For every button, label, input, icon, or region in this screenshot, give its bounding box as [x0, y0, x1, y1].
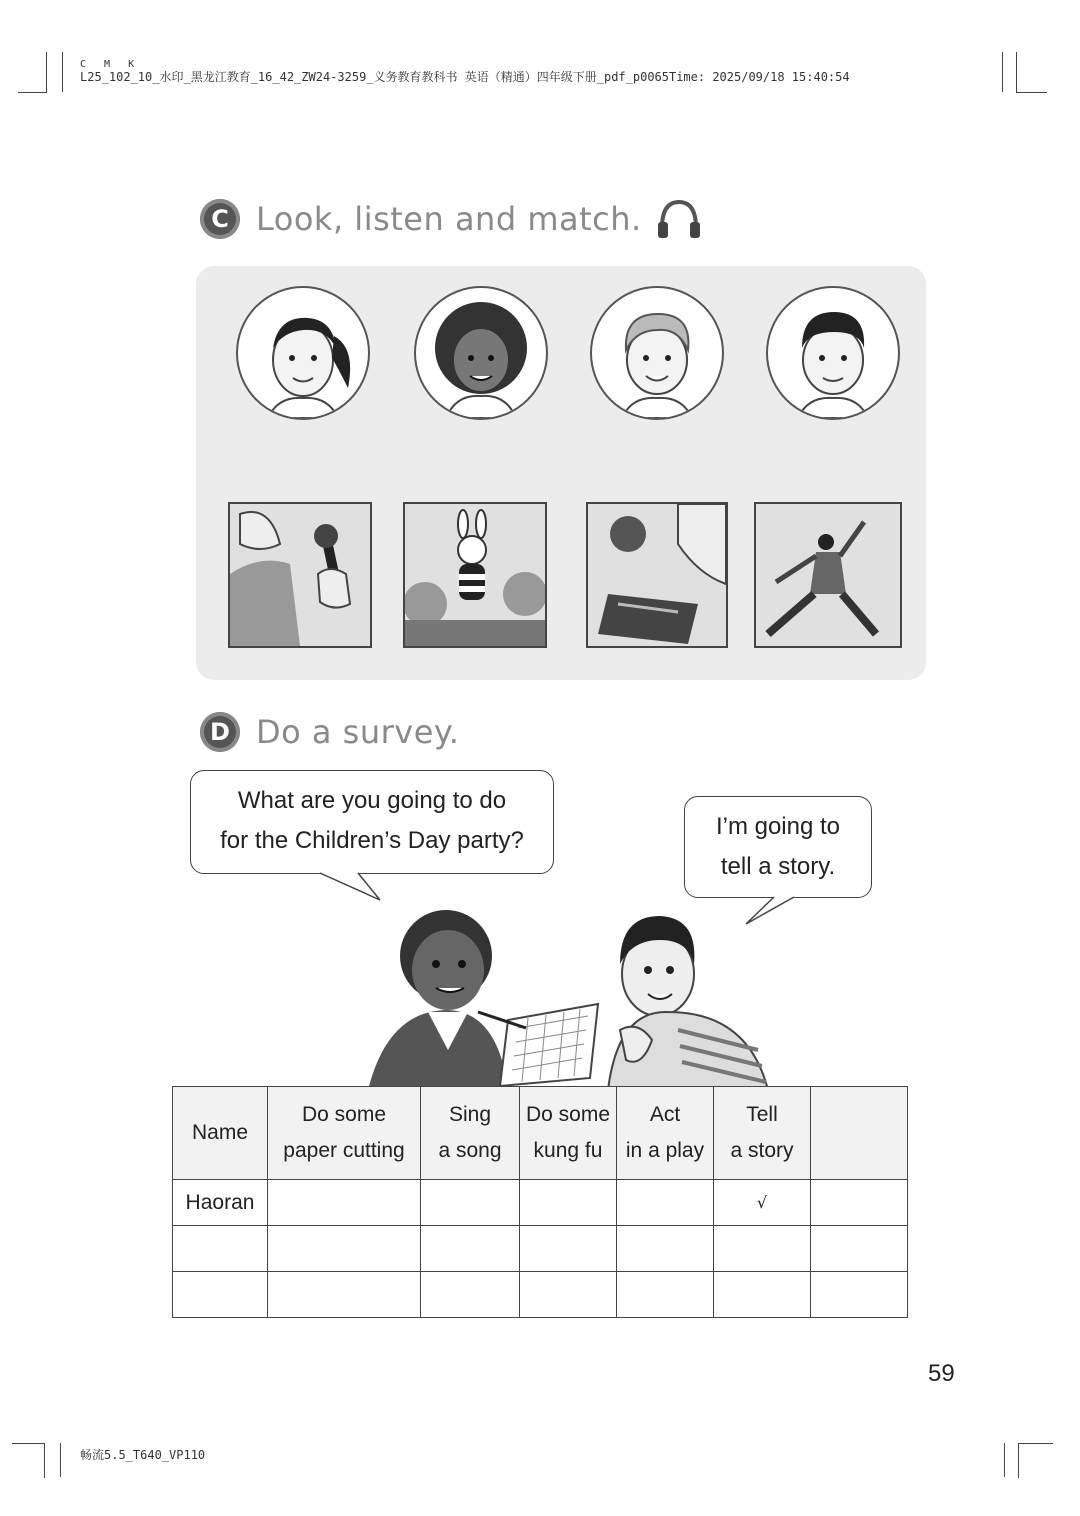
survey-header-sing-line2: a song: [438, 1139, 502, 1162]
face-boy-short-hair[interactable]: [590, 286, 724, 420]
speech-bubble-question-line1: What are you going to do: [237, 787, 507, 814]
scene-act-in-a-play[interactable]: [403, 502, 547, 648]
face-girl-curly-hair[interactable]: [414, 286, 548, 420]
survey-cell[interactable]: [421, 1272, 520, 1318]
speech-bubble-question: [190, 770, 554, 874]
survey-cell[interactable]: [811, 1226, 908, 1272]
crop-mark-br: [1018, 1443, 1053, 1478]
survey-header-paper-cutting: [268, 1087, 421, 1180]
crop-mark-br2: [1004, 1443, 1005, 1477]
survey-cell[interactable]: [173, 1226, 268, 1272]
speech-bubble-answer: [684, 796, 872, 898]
children-illustration: [358, 900, 778, 1090]
table-row: [173, 1180, 908, 1226]
survey-cell[interactable]: [811, 1180, 908, 1226]
face-boy-dark-hair[interactable]: [766, 286, 900, 420]
survey-header-tell-story-line2: a story: [730, 1139, 794, 1162]
speech-bubble-question-line2: for the Children’s Day party?: [220, 827, 524, 854]
page-number: 59: [928, 1360, 955, 1387]
scene-sing-a-song[interactable]: [228, 502, 372, 648]
survey-cell[interactable]: [811, 1272, 908, 1318]
print-header-line: L25_102_10_水印_黑龙江教育_16_42_ZW24-3259_义务教育教科书 英语（精通）四年级下册_pdf_p0065Time: 2025/09/18 15:40:54: [80, 70, 850, 84]
survey-cell[interactable]: [268, 1180, 421, 1226]
survey-cell[interactable]: [520, 1226, 617, 1272]
survey-cell[interactable]: [714, 1226, 811, 1272]
speech-bubble-question-tail: [318, 872, 388, 902]
survey-header-blank: [811, 1087, 908, 1180]
survey-header-sing-line1: Sing: [448, 1103, 492, 1126]
section-d-title: [200, 712, 459, 752]
section-d-badge: D: [200, 712, 240, 752]
microphone-icon: [230, 504, 370, 646]
survey-cell[interactable]: [268, 1272, 421, 1318]
survey-header-tell-story-line1: Tell: [746, 1103, 778, 1126]
crop-mark-tr2: [1002, 52, 1003, 92]
boy-dark-hair-icon: [768, 288, 898, 418]
rabbit-costume-icon: [405, 504, 545, 646]
survey-cell[interactable]: [268, 1226, 421, 1272]
section-c-title-text: Look, listen and match.: [256, 200, 642, 238]
survey-header-kung-fu-line2: kung fu: [533, 1139, 603, 1162]
survey-table: [172, 1086, 908, 1318]
survey-header-paper-cutting-line1: Do some: [301, 1103, 387, 1126]
survey-header-act-line2: in a play: [625, 1139, 705, 1162]
survey-header-name-text: Name: [191, 1121, 249, 1144]
crop-mark-tl2: [62, 52, 63, 92]
table-row: [173, 1226, 908, 1272]
survey-cell[interactable]: [421, 1180, 520, 1226]
crop-mark-tl: [18, 52, 47, 93]
survey-header-name: [173, 1087, 268, 1180]
girl-curly-hair-icon: [416, 288, 546, 418]
survey-header-act: [617, 1087, 714, 1180]
survey-header-act-line1: Act: [649, 1103, 681, 1126]
print-footer: 畅流5.5_T640_VP110: [80, 1448, 206, 1462]
print-header: [80, 58, 850, 84]
survey-cell[interactable]: [617, 1180, 714, 1226]
scene-paper-cutting[interactable]: [586, 502, 728, 648]
girl-ponytail-icon: [238, 288, 368, 418]
speech-bubble-answer-line2: tell a story.: [720, 853, 836, 880]
survey-cell[interactable]: [617, 1226, 714, 1272]
survey-cell[interactable]: [520, 1272, 617, 1318]
headphones-icon: [656, 198, 702, 240]
crop-mark-bl2: [60, 1443, 61, 1477]
survey-cell[interactable]: Haoran: [173, 1180, 268, 1226]
speech-bubble-answer-line1: I’m going to: [715, 813, 841, 840]
section-c-title: [200, 198, 702, 240]
section-c-badge: C: [200, 199, 240, 239]
paper-cutting-icon: [588, 504, 726, 646]
survey-header-paper-cutting-line2: paper cutting: [283, 1139, 405, 1162]
scene-kung-fu[interactable]: [754, 502, 902, 648]
survey-header-sing: [421, 1087, 520, 1180]
print-header-cmk: C M K: [80, 59, 141, 70]
survey-cell[interactable]: [520, 1180, 617, 1226]
survey-header-tell-story: [714, 1087, 811, 1180]
crop-mark-tr: [1016, 52, 1047, 93]
kung-fu-icon: [756, 504, 900, 646]
face-girl-ponytail[interactable]: [236, 286, 370, 420]
survey-header-row: [173, 1087, 908, 1180]
survey-cell[interactable]: [714, 1272, 811, 1318]
boy-short-hair-icon: [592, 288, 722, 418]
survey-cell[interactable]: [421, 1226, 520, 1272]
crop-mark-bl: [12, 1443, 45, 1478]
survey-header-kung-fu: [520, 1087, 617, 1180]
match-picture-area: [196, 266, 926, 680]
table-row: [173, 1272, 908, 1318]
section-d-title-text: Do a survey.: [256, 713, 460, 751]
survey-cell[interactable]: [617, 1272, 714, 1318]
survey-cell-check[interactable]: √: [714, 1180, 811, 1226]
survey-header-kung-fu-line1: Do some: [525, 1103, 611, 1126]
survey-cell[interactable]: [173, 1272, 268, 1318]
